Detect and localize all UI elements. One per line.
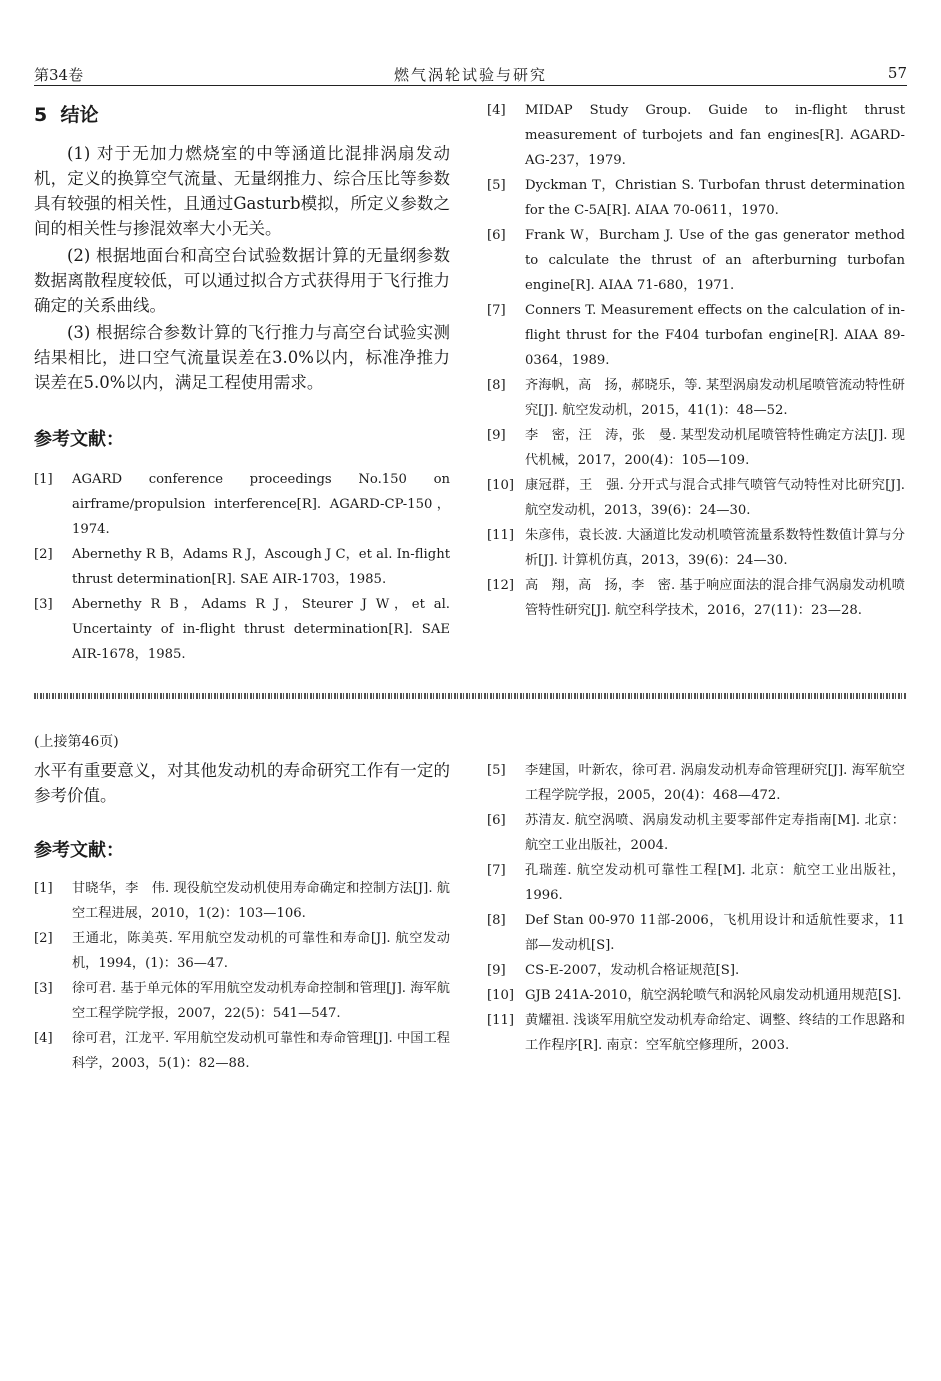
reference-list bbox=[487, 98, 905, 623]
reference-item: [1] AGARD conference proceedings No.150 on airframe/propulsion interference[R]. AGARD-CP-150，1974. bbox=[34, 472, 450, 537]
reference-item: [10] 康冠群，王 强. 分开式与混合式排气喷管气动特性对比研究[J]. 航空发动机，2013，39(6)：24—30. bbox=[487, 478, 905, 518]
reference-item: [12] 高 翔，高 扬，李 密. 基于响应面法的混合排气涡扇发动机喷管特性研究[J]. 航空科学技术，2016，27(11)：23—28. bbox=[487, 578, 905, 618]
reference-list bbox=[34, 467, 450, 667]
bottom-right-column bbox=[487, 758, 905, 1058]
conclusion-paragraph-3: (3) 根据综合参数计算的飞行推力与高空台试验实测结果相比，进口空气流量误差在3.0%以内，标准净推力误差在5.0%以内，满足工程使用需求。 bbox=[34, 323, 450, 392]
conclusion-paragraph-1: (1) 对于无加力燃烧室的中等涵道比混排涡扇发动机，定义的换算空气流量、无量纲推力、综合压比等参数具有较强的相关性，且通过Gasturb模拟，所定义参数之间的相关性与掺混效率大小无关。 bbox=[34, 144, 450, 238]
reference-item: [10] GJB 241A-2010，航空涡轮喷气和涡轮风扇发动机通用规范[S]. bbox=[487, 988, 902, 1003]
reference-item: [1] 甘晓华，李 伟. 现役航空发动机使用寿命确定和控制方法[J]. 航空工程进展，2010，1(2)：103—106. bbox=[34, 881, 450, 921]
conclusion-paragraph-2: (2) 根据地面台和高空台试验数据计算的无量纲参数数据离散程度较低，可以通过拟合方式获得用于飞行推力确定的关系曲线。 bbox=[34, 246, 450, 315]
reference-item: [3] 徐可君. 基于单元体的军用航空发动机寿命控制和管理[J]. 海军航空工程学院学报，2007，22(5)：541—547. bbox=[34, 981, 450, 1021]
references-title: 参考文献： bbox=[34, 840, 124, 861]
top-left-column bbox=[34, 100, 450, 667]
reference-item: [9] CS-E-2007，发动机合格证规范[S]. bbox=[487, 963, 740, 978]
reference-item: [11] 黄耀祖. 浅谈军用航空发动机寿命给定、调整、终结的工作思路和工作程序[R]. 南京：空军航空修理所，2003. bbox=[487, 1013, 905, 1053]
reference-item: [3] Abernethy R B，Adams R J，Steurer J W，et al. Uncertainty of in-flight thrust determination[R]. SAE AIR-1678，1985. bbox=[34, 597, 450, 662]
references-title: 参考文献： bbox=[34, 429, 124, 450]
reference-item: [7] Conners T. Measurement effects on the calculation of in-flight thrust for the F404 turbofan engine[R]. AIAA 89-0364，1989. bbox=[487, 303, 905, 368]
bottom-left-column bbox=[34, 758, 450, 1076]
continued-paragraph: 水平有重要意义，对其他发动机的寿命研究工作有一定的参考价值。 bbox=[34, 761, 450, 805]
journal-name: 燃气涡轮试验与研究 bbox=[393, 66, 547, 84]
reference-item: [7] 孔瑞莲. 航空发动机可靠性工程[M]. 北京：航空工业出版社，1996. bbox=[487, 863, 905, 903]
reference-item: [4] 徐可君，江龙平. 军用航空发动机可靠性和寿命管理[J]. 中国工程科学，2003，5(1)：82—88. bbox=[34, 1031, 450, 1071]
top-right-column bbox=[487, 98, 905, 623]
volume-number: 第34卷 bbox=[34, 66, 84, 84]
reference-item: [5] Dyckman T，Christian S. Turbofan thrust determination for the C-5A[R]. AIAA 70-0611，1970. bbox=[487, 178, 905, 218]
section-divider bbox=[34, 693, 907, 699]
reference-item: [2] Abernethy R B，Adams R J，Ascough J C，et al. In-flight thrust determination[R]. SAE AIR-1703，1985. bbox=[34, 547, 450, 587]
continued-note: (上接第46页) bbox=[34, 734, 119, 750]
reference-item: [2] 王通北，陈美英. 军用航空发动机的可靠性和寿命[J]. 航空发动机，1994，(1)：36—47. bbox=[34, 931, 450, 971]
reference-item: [9] 李 密，汪 涛，张 曼. 某型发动机尾喷管特性确定方法[J]. 现代机械，2017，200(4)：105—109. bbox=[487, 428, 905, 468]
reference-item: [8] 齐海帆，高 扬，郝晓乐，等. 某型涡扇发动机尾喷管流动特性研究[J]. 航空发动机，2015，41(1)：48—52. bbox=[487, 378, 905, 418]
page-number: 57 bbox=[887, 64, 907, 82]
reference-list bbox=[34, 876, 450, 1076]
reference-item: [8] Def Stan 00-970 11部-2006，飞机用设计和适航性要求，11部—发动机[S]. bbox=[487, 913, 905, 953]
reference-item: [4] MIDAP Study Group. Guide to in-flight thrust measurement of turbojets and fan engines[R]. AGARD-AG-237，1979. bbox=[487, 103, 905, 168]
reference-item: [6] Frank W，Burcham J. Use of the gas generator method to calculate the thrust of an afterburning turbofan engine[R]. AIAA 71-680，1971. bbox=[487, 228, 905, 293]
running-header bbox=[34, 62, 907, 86]
reference-item: [5] 李建国，叶新农，徐可君. 涡扇发动机寿命管理研究[J]. 海军航空工程学院学报，2005，20(4)：468—472. bbox=[487, 763, 905, 803]
reference-list bbox=[487, 758, 905, 1058]
reference-item: [6] 苏清友. 航空涡喷、涡扇发动机主要零部件定寿指南[M]. 北京：航空工业出版社，2004. bbox=[487, 813, 905, 853]
section-title: 5 结论 bbox=[34, 104, 99, 126]
reference-item: [11] 朱彦伟，袁长波. 大涵道比发动机喷管流量系数特性数值计算与分析[J]. 计算机仿真，2013，39(6)：24—30. bbox=[487, 528, 905, 568]
